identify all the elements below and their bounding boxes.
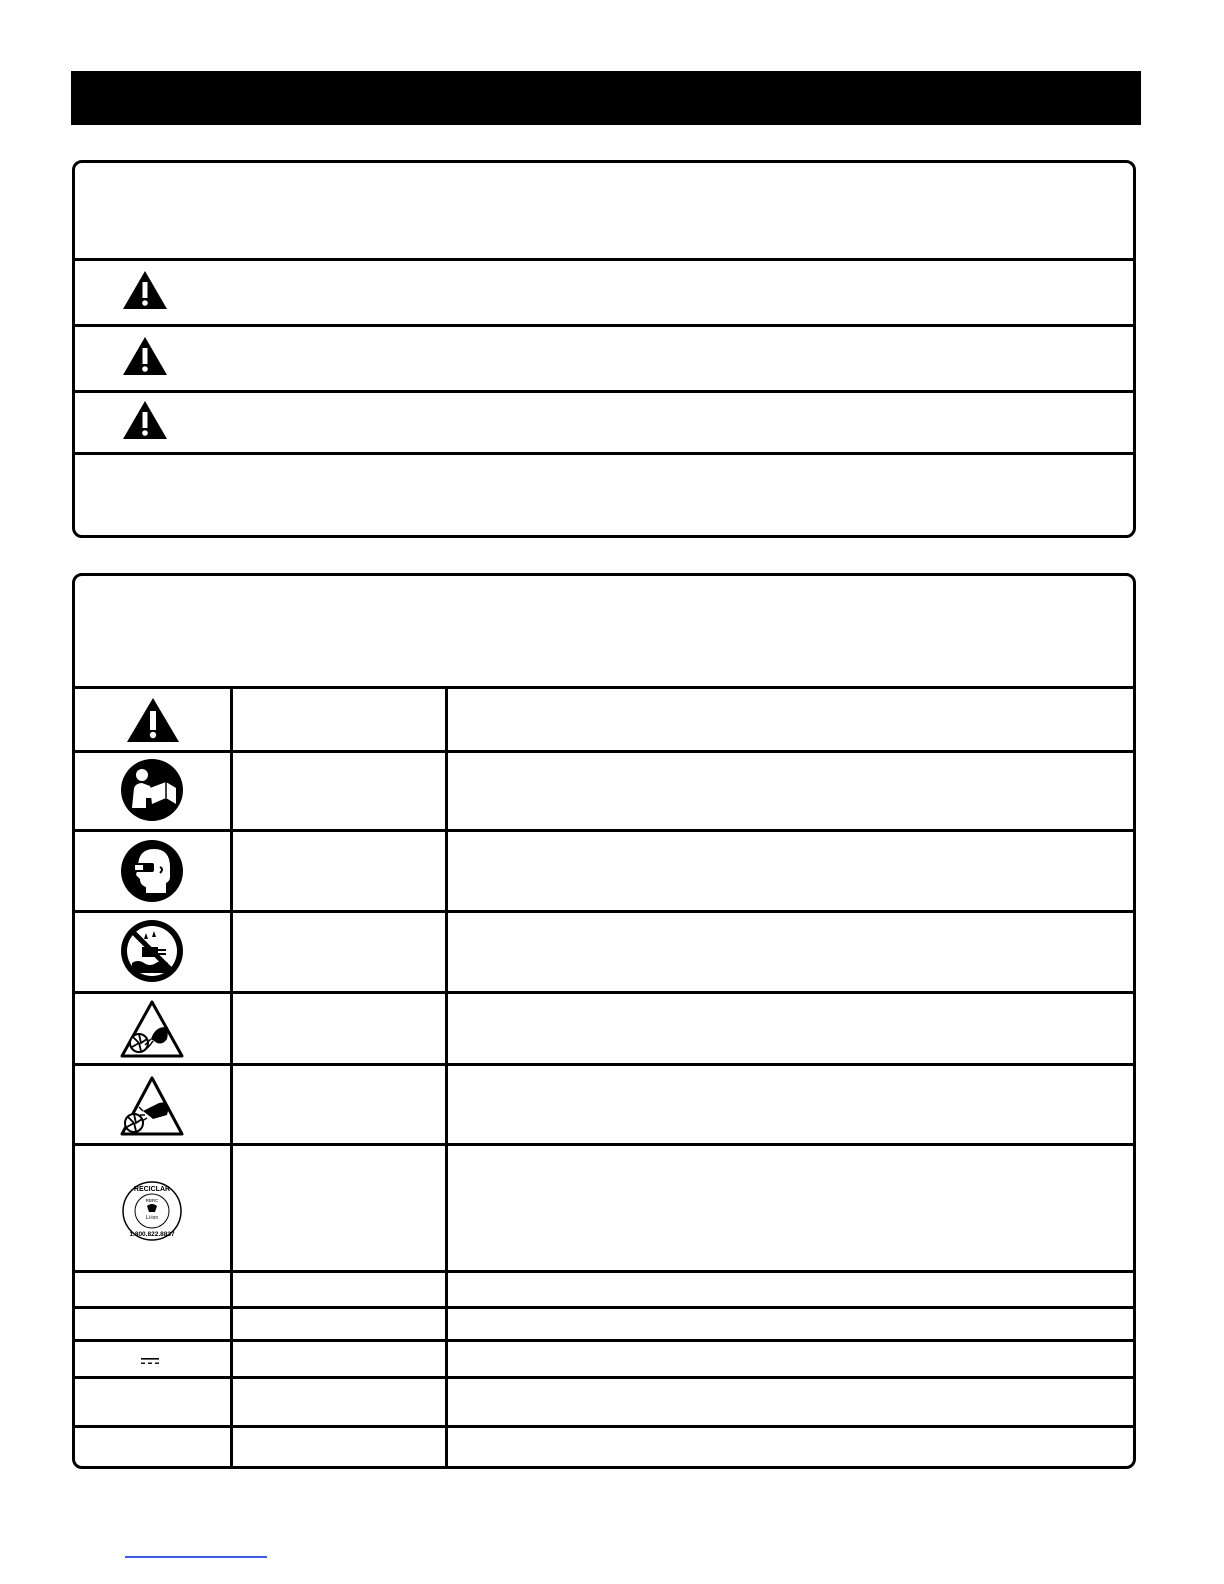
table-row-divider (75, 1376, 1133, 1379)
seal-top-text: RECICLAR (133, 1186, 171, 1193)
hair-entanglement-hazard-icon (119, 999, 185, 1059)
seal-center-text: Li-ion (145, 1215, 159, 1221)
table-column-divider (445, 686, 448, 1469)
safety-alert-triangle-icon (125, 696, 181, 744)
divider (75, 324, 1133, 327)
rbrc-recycling-seal-icon (121, 1180, 183, 1242)
direct-current-symbol-icon (140, 1356, 160, 1366)
section-header-bar (71, 71, 1141, 125)
table-column-divider (230, 686, 233, 1469)
seal-sub-text: RBRC (145, 1198, 159, 1203)
table-row-divider (75, 910, 1133, 913)
divider (75, 258, 1133, 261)
divider (75, 390, 1133, 393)
seal-phone-text: 1.800.822.8837 (129, 1231, 175, 1238)
eye-protection-icon (120, 839, 184, 903)
hand-rotating-fan-hazard-icon (119, 1075, 185, 1137)
read-operators-manual-icon (120, 758, 184, 822)
divider (75, 452, 1133, 455)
footer-link-underline[interactable] (125, 1556, 267, 1558)
table-row-divider (75, 750, 1133, 753)
symbols-table-box (72, 573, 1136, 1469)
table-row-divider (75, 686, 1133, 689)
caution-triangle-icon (121, 399, 169, 441)
table-row-divider (75, 1306, 1133, 1309)
warning-triangle-icon (121, 335, 169, 377)
table-row-divider (75, 829, 1133, 832)
table-row-divider (75, 991, 1133, 994)
danger-warning-triangle-icon (121, 269, 169, 311)
signal-words-box (72, 160, 1136, 538)
table-row-divider (75, 1270, 1133, 1273)
table-row-divider (75, 1339, 1133, 1342)
wet-conditions-alert-icon (120, 919, 184, 983)
table-row-divider (75, 1143, 1133, 1146)
table-row-divider (75, 1425, 1133, 1428)
table-row-divider (75, 1063, 1133, 1066)
